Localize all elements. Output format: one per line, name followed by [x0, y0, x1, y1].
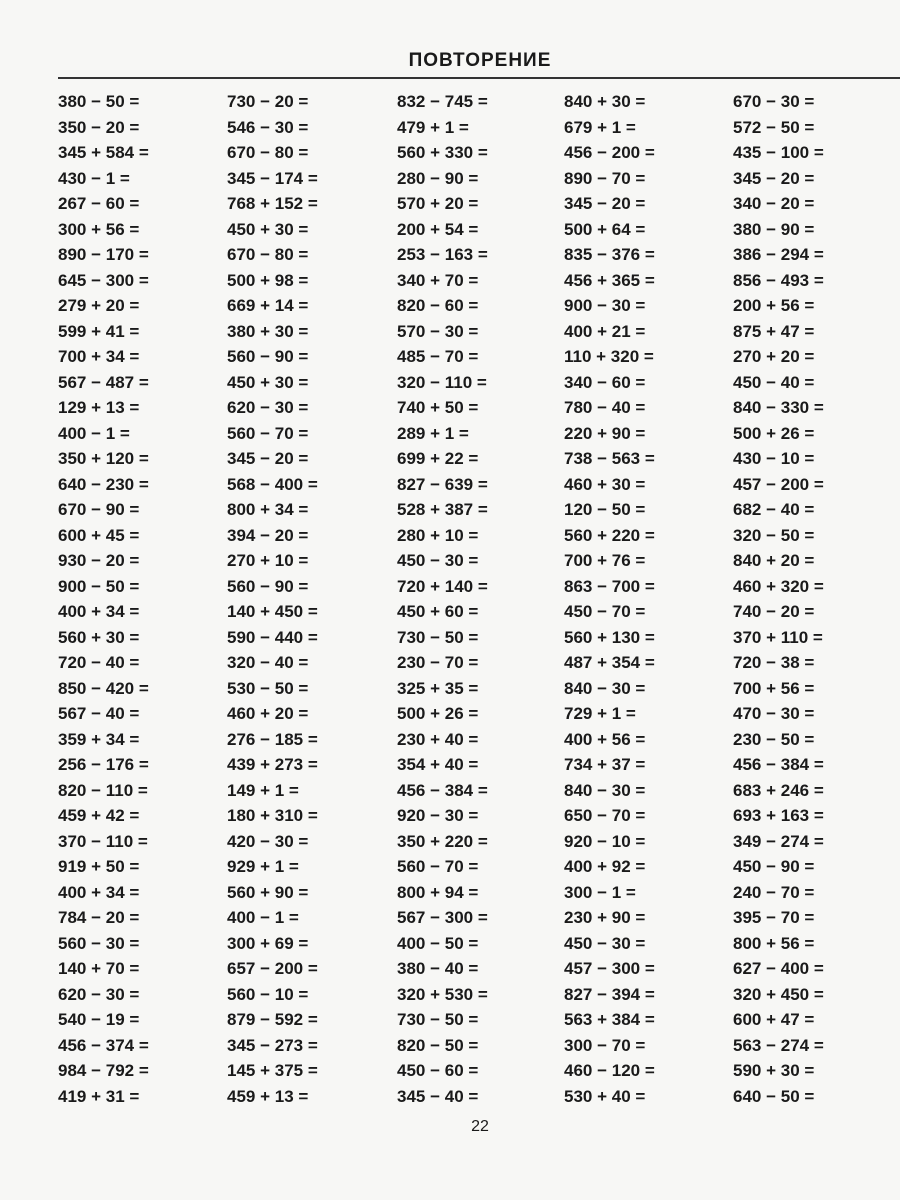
math-problem: 340 − 60 =	[564, 372, 646, 392]
math-problem: 345 − 20 =	[564, 194, 646, 213]
math-problem: 280 − 90 =	[397, 168, 479, 188]
math-problem: 670 − 90 =	[58, 500, 140, 519]
math-problem: 479 + 1 =	[397, 117, 469, 137]
math-problem: 599 + 41 =	[58, 321, 140, 341]
math-problem: 439 + 273 =	[227, 755, 318, 774]
title-underline	[58, 77, 900, 79]
math-problem: 840 + 30 =	[564, 92, 646, 111]
math-problem: 300 − 70 =	[564, 1035, 646, 1055]
math-problem: 567 − 40 =	[58, 704, 140, 723]
math-problem: 840 + 20 =	[733, 551, 815, 570]
math-problem: 567 − 300 =	[397, 908, 488, 927]
math-problem: 470 − 30 =	[733, 704, 815, 723]
math-problem: 380 − 90 =	[733, 219, 815, 239]
math-problem: 419 + 31 =	[58, 1086, 140, 1106]
math-problem: 456 − 384 =	[733, 755, 824, 774]
math-problem: 450 + 30 =	[227, 372, 309, 392]
math-problem: 572 − 50 =	[733, 117, 815, 137]
math-problem: 560 + 220 =	[564, 525, 655, 545]
math-problem: 500 + 98 =	[227, 270, 309, 290]
math-problem: 570 − 30 =	[397, 321, 479, 341]
math-problem: 784 − 20 =	[58, 908, 140, 927]
math-problem: 560 + 330 =	[397, 143, 488, 162]
math-problem: 394 − 20 =	[227, 525, 309, 545]
math-problem: 832 − 745 =	[397, 92, 488, 111]
math-problem: 485 − 70 =	[397, 347, 479, 366]
math-problem: 560 + 90 =	[227, 882, 309, 902]
math-problem: 320 + 450 =	[733, 984, 824, 1004]
math-problem: 345 − 20 =	[227, 449, 309, 468]
math-problem: 320 − 50 =	[733, 525, 815, 545]
math-problem: 270 + 10 =	[227, 551, 309, 570]
math-problem: 740 + 50 =	[397, 398, 479, 417]
math-problem: 560 − 90 =	[227, 347, 309, 366]
math-problem: 300 + 69 =	[227, 933, 309, 953]
math-problem: 270 + 20 =	[733, 347, 815, 366]
math-problem: 457 − 300 =	[564, 959, 655, 978]
math-problem: 400 + 56 =	[564, 729, 646, 749]
math-problem: 530 + 40 =	[564, 1086, 646, 1106]
problem-column-3	[397, 89, 567, 1109]
math-problem: 590 + 30 =	[733, 1061, 815, 1080]
math-problem: 700 + 34 =	[58, 347, 140, 366]
math-problem: 280 + 10 =	[397, 525, 479, 545]
math-problem: 380 − 50 =	[58, 92, 140, 111]
math-problem: 800 + 34 =	[227, 500, 309, 519]
math-problem: 340 − 20 =	[733, 194, 815, 213]
math-problem: 450 + 30 =	[227, 219, 309, 239]
math-problem: 780 − 40 =	[564, 398, 646, 417]
math-problem: 459 + 42 =	[58, 806, 140, 825]
math-problem: 149 + 1 =	[227, 780, 299, 800]
math-problem: 457 − 200 =	[733, 474, 824, 494]
problem-column-5	[733, 89, 900, 1109]
math-problem: 256 − 176 =	[58, 755, 149, 774]
math-problem: 563 − 274 =	[733, 1035, 824, 1055]
math-problem: 700 + 76 =	[564, 551, 646, 570]
math-problem: 460 + 320 =	[733, 576, 824, 596]
math-problem: 380 − 40 =	[397, 959, 479, 978]
math-problem: 420 − 30 =	[227, 831, 309, 851]
math-problem: 640 − 50 =	[733, 1086, 815, 1106]
math-problem: 730 − 20 =	[227, 92, 309, 111]
math-problem: 600 + 45 =	[58, 525, 140, 545]
math-problem: 456 + 365 =	[564, 270, 655, 290]
math-problem: 856 − 493 =	[733, 270, 824, 290]
math-problem: 657 − 200 =	[227, 959, 318, 978]
math-problem: 669 + 14 =	[227, 296, 309, 315]
math-problem: 340 + 70 =	[397, 270, 479, 290]
math-problem: 570 + 20 =	[397, 194, 479, 213]
math-problem: 734 + 37 =	[564, 755, 646, 774]
math-problem: 325 + 35 =	[397, 678, 479, 698]
math-problem: 560 − 30 =	[58, 933, 140, 953]
math-problem: 230 − 50 =	[733, 729, 815, 749]
math-problem: 700 + 56 =	[733, 678, 815, 698]
math-problem: 890 − 70 =	[564, 168, 646, 188]
math-problem: 110 + 320 =	[564, 347, 654, 366]
math-problem: 345 − 20 =	[733, 168, 815, 188]
math-problem: 720 + 140 =	[397, 576, 488, 596]
problem-column-1	[58, 89, 228, 1109]
math-problem: 890 − 170 =	[58, 245, 149, 264]
math-problem: 487 + 354 =	[564, 653, 655, 672]
math-problem: 400 + 34 =	[58, 882, 140, 902]
math-problem: 875 + 47 =	[733, 321, 815, 341]
math-problem: 400 − 1 =	[227, 908, 299, 927]
math-problem: 459 + 13 =	[227, 1086, 309, 1106]
math-problem: 230 − 70 =	[397, 653, 479, 672]
math-problem: 567 − 487 =	[58, 372, 149, 392]
math-problem: 354 + 40 =	[397, 755, 479, 774]
math-problem: 920 − 10 =	[564, 831, 646, 851]
math-problem: 568 − 400 =	[227, 474, 318, 494]
math-problem: 835 − 376 =	[564, 245, 655, 264]
math-problem: 620 − 30 =	[227, 398, 309, 417]
math-problem: 850 − 420 =	[58, 678, 149, 698]
math-problem: 800 + 94 =	[397, 882, 479, 902]
math-problem: 380 + 30 =	[227, 321, 309, 341]
math-problem: 563 + 384 =	[564, 1010, 655, 1029]
math-problem: 670 − 30 =	[733, 92, 815, 111]
math-problem: 400 − 50 =	[397, 933, 479, 953]
math-problem: 740 − 20 =	[733, 602, 815, 621]
math-problem: 640 − 230 =	[58, 474, 149, 494]
math-problem: 929 + 1 =	[227, 857, 299, 876]
math-problem: 460 + 30 =	[564, 474, 646, 494]
math-problem: 546 − 30 =	[227, 117, 309, 137]
math-problem: 395 − 70 =	[733, 908, 815, 927]
math-problem: 670 − 80 =	[227, 245, 309, 264]
math-problem: 560 − 10 =	[227, 984, 309, 1004]
math-problem: 590 − 440 =	[227, 627, 318, 647]
math-problem: 645 − 300 =	[58, 270, 149, 290]
math-problem: 253 − 163 =	[397, 245, 488, 264]
math-problem: 145 + 375 =	[227, 1061, 318, 1080]
math-problem: 560 + 130 =	[564, 627, 655, 647]
math-problem: 267 − 60 =	[58, 194, 140, 213]
math-problem: 560 − 70 =	[397, 857, 479, 876]
math-problem: 682 − 40 =	[733, 500, 815, 519]
math-problem: 430 − 1 =	[58, 168, 130, 188]
math-problem: 456 − 384 =	[397, 780, 488, 800]
math-problem: 450 − 40 =	[733, 372, 815, 392]
math-problem: 350 + 120 =	[58, 449, 149, 468]
page-number: 22	[471, 1118, 489, 1135]
math-problem: 200 + 54 =	[397, 219, 479, 239]
math-problem: 359 + 34 =	[58, 729, 140, 749]
math-problem: 345 − 174 =	[227, 168, 318, 188]
math-problem: 930 − 20 =	[58, 551, 140, 570]
math-problem: 530 − 50 =	[227, 678, 309, 698]
math-problem: 650 − 70 =	[564, 806, 646, 825]
math-problem: 320 − 110 =	[397, 372, 487, 392]
math-problem: 230 + 90 =	[564, 908, 646, 927]
math-problem: 560 + 30 =	[58, 627, 140, 647]
math-problem: 800 + 56 =	[733, 933, 815, 953]
math-problem: 370 + 110 =	[733, 627, 823, 647]
math-problem: 699 + 22 =	[397, 449, 479, 468]
math-problem: 230 + 40 =	[397, 729, 479, 749]
math-problem: 500 + 26 =	[733, 423, 815, 443]
math-problem: 840 − 30 =	[564, 780, 646, 800]
math-problem: 820 − 110 =	[58, 780, 148, 800]
math-problem: 140 + 450 =	[227, 602, 318, 621]
math-problem: 920 − 30 =	[397, 806, 479, 825]
math-problem: 120 − 50 =	[564, 500, 646, 519]
math-problem: 720 − 38 =	[733, 653, 815, 672]
math-problem: 400 + 34 =	[58, 602, 140, 621]
math-problem: 768 + 152 =	[227, 194, 318, 213]
math-problem: 450 + 60 =	[397, 602, 479, 621]
math-problem: 140 + 70 =	[58, 959, 140, 978]
math-problem: 129 + 13 =	[58, 398, 140, 417]
math-problem: 693 + 163 =	[733, 806, 824, 825]
math-problem: 450 − 90 =	[733, 857, 815, 876]
math-problem: 670 − 80 =	[227, 143, 309, 162]
math-problem: 500 + 26 =	[397, 704, 479, 723]
math-problem: 627 − 400 =	[733, 959, 824, 978]
math-problem: 456 − 374 =	[58, 1035, 149, 1055]
math-problem: 386 − 294 =	[733, 245, 824, 264]
math-problem: 840 − 30 =	[564, 678, 646, 698]
math-problem: 560 − 90 =	[227, 576, 309, 596]
math-problem: 350 + 220 =	[397, 831, 488, 851]
math-problem: 450 − 70 =	[564, 602, 646, 621]
math-problem: 450 − 60 =	[397, 1061, 479, 1080]
math-problem: 820 − 50 =	[397, 1035, 479, 1055]
math-problem: 345 + 584 =	[58, 143, 149, 162]
math-problem: 220 + 90 =	[564, 423, 646, 443]
page-title: ПОВТОРЕНИЕ	[408, 50, 552, 71]
math-problem: 827 − 639 =	[397, 474, 488, 494]
math-problem: 460 − 120 =	[564, 1061, 655, 1080]
math-problem: 320 − 40 =	[227, 653, 309, 672]
math-problem: 900 − 30 =	[564, 296, 646, 315]
math-problem: 320 + 530 =	[397, 984, 488, 1004]
math-problem: 400 + 92 =	[564, 857, 646, 876]
math-problem: 400 + 21 =	[564, 321, 646, 341]
math-problem: 863 − 700 =	[564, 576, 655, 596]
math-problem: 900 − 50 =	[58, 576, 140, 596]
math-problem: 400 − 1 =	[58, 423, 130, 443]
math-problem: 879 − 592 =	[227, 1010, 318, 1029]
math-problem: 300 + 56 =	[58, 219, 140, 239]
problem-column-4	[564, 89, 734, 1109]
math-problem: 450 − 30 =	[397, 551, 479, 570]
math-problem: 840 − 330 =	[733, 398, 824, 417]
math-problem: 738 − 563 =	[564, 449, 655, 468]
math-problem: 450 − 30 =	[564, 933, 646, 953]
math-problem: 540 − 19 =	[58, 1010, 140, 1029]
math-problem: 827 − 394 =	[564, 984, 655, 1004]
math-problem: 683 + 246 =	[733, 780, 824, 800]
math-problem: 289 + 1 =	[397, 423, 469, 443]
math-problem: 200 + 56 =	[733, 296, 815, 315]
math-problem: 180 + 310 =	[227, 806, 318, 825]
math-problem: 500 + 64 =	[564, 219, 646, 239]
math-problem: 240 − 70 =	[733, 882, 815, 902]
math-problem: 345 − 273 =	[227, 1035, 318, 1055]
math-problem: 560 − 70 =	[227, 423, 309, 443]
math-problem: 350 − 20 =	[58, 117, 140, 137]
math-problem: 984 − 792 =	[58, 1061, 149, 1080]
math-problem: 820 − 60 =	[397, 296, 479, 315]
math-problem: 730 − 50 =	[397, 627, 479, 647]
math-problem: 620 − 30 =	[58, 984, 140, 1004]
math-problem: 729 + 1 =	[564, 704, 636, 723]
math-problem: 276 − 185 =	[227, 729, 318, 749]
math-problem: 456 − 200 =	[564, 143, 655, 162]
math-problem: 460 + 20 =	[227, 704, 309, 723]
math-problem: 279 + 20 =	[58, 296, 140, 315]
problem-column-2	[227, 89, 397, 1109]
math-problem: 528 + 387 =	[397, 500, 488, 519]
math-problem: 370 − 110 =	[58, 831, 148, 851]
math-problem: 730 − 50 =	[397, 1010, 479, 1029]
math-problem: 679 + 1 =	[564, 117, 636, 137]
math-problem: 435 − 100 =	[733, 143, 824, 162]
math-problem: 430 − 10 =	[733, 449, 815, 468]
math-problem: 919 + 50 =	[58, 857, 140, 876]
math-problem: 600 + 47 =	[733, 1010, 815, 1029]
math-problem: 720 − 40 =	[58, 653, 140, 672]
math-problem: 349 − 274 =	[733, 831, 824, 851]
math-problem: 345 − 40 =	[397, 1086, 479, 1106]
math-problem: 300 − 1 =	[564, 882, 636, 902]
